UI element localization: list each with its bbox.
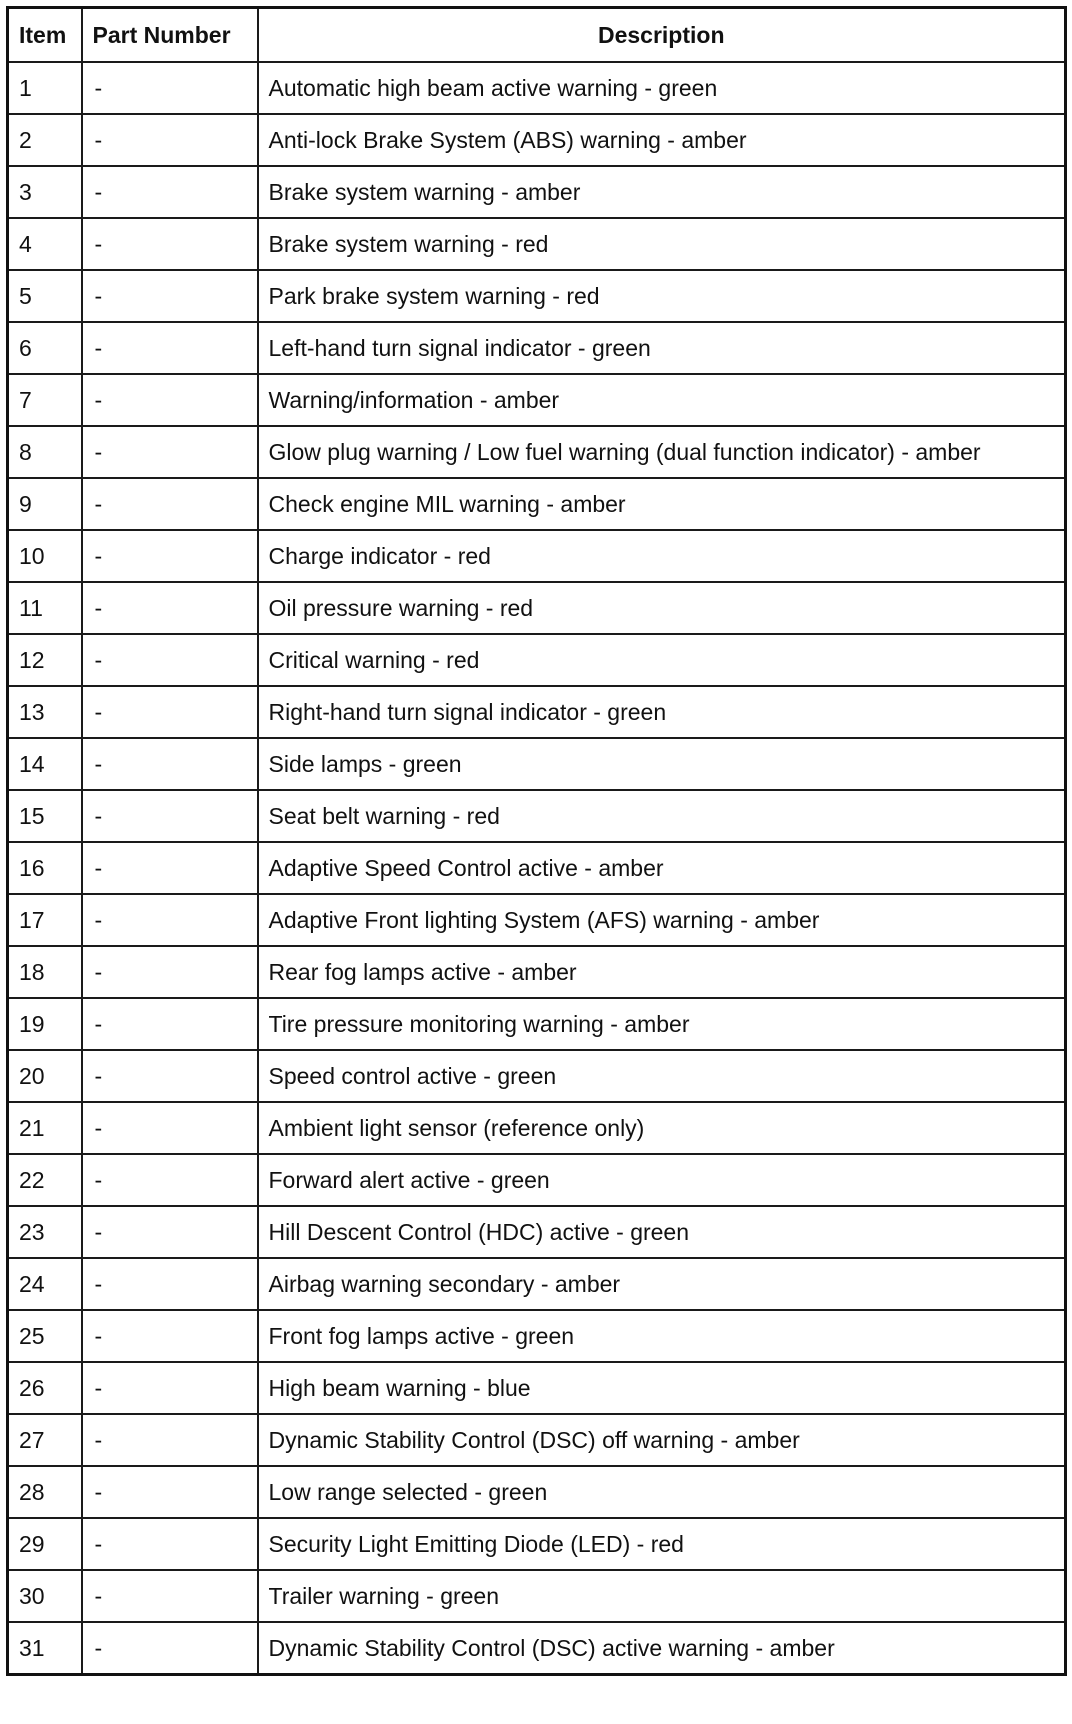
part-number-cell: - <box>82 634 258 686</box>
part-number-cell: - <box>82 998 258 1050</box>
table-row <box>8 1154 1066 1206</box>
table-row <box>8 478 1066 530</box>
part-number-cell: - <box>82 62 258 114</box>
description-cell: Forward alert active - green <box>258 1154 1066 1206</box>
part-number-cell: - <box>82 582 258 634</box>
description-cell: Warning/information - amber <box>258 374 1066 426</box>
description-cell: Seat belt warning - red <box>258 790 1066 842</box>
table-row <box>8 1466 1066 1518</box>
part-number-cell: - <box>82 1622 258 1675</box>
part-number-cell: - <box>82 322 258 374</box>
table-row <box>8 1206 1066 1258</box>
item-number-cell: 24 <box>8 1258 82 1310</box>
table-row <box>8 894 1066 946</box>
description-cell: Anti-lock Brake System (ABS) warning - amber <box>258 114 1066 166</box>
item-number-cell: 1 <box>8 62 82 114</box>
item-number-cell: 14 <box>8 738 82 790</box>
description-cell: Charge indicator - red <box>258 530 1066 582</box>
description-cell: Adaptive Speed Control active - amber <box>258 842 1066 894</box>
part-number-cell: - <box>82 374 258 426</box>
part-number-cell: - <box>82 166 258 218</box>
item-number-cell: 13 <box>8 686 82 738</box>
table-header-row <box>8 8 1066 63</box>
description-cell: Front fog lamps active - green <box>258 1310 1066 1362</box>
item-number-cell: 2 <box>8 114 82 166</box>
item-number-cell: 23 <box>8 1206 82 1258</box>
item-number-cell: 4 <box>8 218 82 270</box>
description-cell: Trailer warning - green <box>258 1570 1066 1622</box>
description-cell: Hill Descent Control (HDC) active - green <box>258 1206 1066 1258</box>
table-row <box>8 686 1066 738</box>
header-item: Item <box>8 8 82 63</box>
item-number-cell: 21 <box>8 1102 82 1154</box>
table-row <box>8 270 1066 322</box>
description-cell: Brake system warning - amber <box>258 166 1066 218</box>
part-number-cell: - <box>82 218 258 270</box>
table-row <box>8 218 1066 270</box>
part-number-cell: - <box>82 894 258 946</box>
part-number-cell: - <box>82 686 258 738</box>
part-number-cell: - <box>82 1154 258 1206</box>
part-number-cell: - <box>82 946 258 998</box>
item-number-cell: 19 <box>8 998 82 1050</box>
table-row <box>8 322 1066 374</box>
description-cell: Rear fog lamps active - amber <box>258 946 1066 998</box>
item-number-cell: 26 <box>8 1362 82 1414</box>
table-row <box>8 114 1066 166</box>
table-row <box>8 166 1066 218</box>
item-number-cell: 17 <box>8 894 82 946</box>
table-row <box>8 1570 1066 1622</box>
table-row <box>8 374 1066 426</box>
item-number-cell: 27 <box>8 1414 82 1466</box>
part-number-cell: - <box>82 1362 258 1414</box>
part-number-cell: - <box>82 738 258 790</box>
part-number-cell: - <box>82 1466 258 1518</box>
description-cell: Ambient light sensor (reference only) <box>258 1102 1066 1154</box>
part-number-cell: - <box>82 1258 258 1310</box>
description-cell: High beam warning - blue <box>258 1362 1066 1414</box>
description-cell: Right-hand turn signal indicator - green <box>258 686 1066 738</box>
description-cell: Tire pressure monitoring warning - amber <box>258 998 1066 1050</box>
table-row <box>8 1050 1066 1102</box>
table-row <box>8 1258 1066 1310</box>
table-row <box>8 530 1066 582</box>
description-cell: Glow plug warning / Low fuel warning (dual function indicator) - amber <box>258 426 1066 478</box>
part-number-cell: - <box>82 790 258 842</box>
table-row <box>8 582 1066 634</box>
item-number-cell: 15 <box>8 790 82 842</box>
description-cell: Side lamps - green <box>258 738 1066 790</box>
description-cell: Check engine MIL warning - amber <box>258 478 1066 530</box>
part-number-cell: - <box>82 478 258 530</box>
description-cell: Automatic high beam active warning - green <box>258 62 1066 114</box>
table-row <box>8 1414 1066 1466</box>
table-row <box>8 1518 1066 1570</box>
header-description: Description <box>258 8 1066 63</box>
item-number-cell: 31 <box>8 1622 82 1675</box>
description-cell: Dynamic Stability Control (DSC) off warning - amber <box>258 1414 1066 1466</box>
item-number-cell: 6 <box>8 322 82 374</box>
table-row <box>8 62 1066 114</box>
description-cell: Speed control active - green <box>258 1050 1066 1102</box>
table-row <box>8 1362 1066 1414</box>
table-row <box>8 1310 1066 1362</box>
part-number-cell: - <box>82 1206 258 1258</box>
item-number-cell: 18 <box>8 946 82 998</box>
item-number-cell: 20 <box>8 1050 82 1102</box>
item-number-cell: 5 <box>8 270 82 322</box>
description-cell: Oil pressure warning - red <box>258 582 1066 634</box>
item-number-cell: 10 <box>8 530 82 582</box>
description-cell: Critical warning - red <box>258 634 1066 686</box>
description-cell: Brake system warning - red <box>258 218 1066 270</box>
item-number-cell: 3 <box>8 166 82 218</box>
part-number-cell: - <box>82 1570 258 1622</box>
part-number-cell: - <box>82 1414 258 1466</box>
item-number-cell: 30 <box>8 1570 82 1622</box>
item-number-cell: 7 <box>8 374 82 426</box>
table-row <box>8 1622 1066 1675</box>
table-row <box>8 1102 1066 1154</box>
item-number-cell: 22 <box>8 1154 82 1206</box>
description-cell: Adaptive Front lighting System (AFS) warning - amber <box>258 894 1066 946</box>
description-cell: Security Light Emitting Diode (LED) - red <box>258 1518 1066 1570</box>
description-cell: Airbag warning secondary - amber <box>258 1258 1066 1310</box>
description-cell: Left-hand turn signal indicator - green <box>258 322 1066 374</box>
table-row <box>8 790 1066 842</box>
description-cell: Park brake system warning - red <box>258 270 1066 322</box>
part-number-cell: - <box>82 114 258 166</box>
table-row <box>8 634 1066 686</box>
parts-table-container <box>6 6 1064 1676</box>
table-row <box>8 426 1066 478</box>
table-row <box>8 946 1066 998</box>
part-number-cell: - <box>82 1050 258 1102</box>
item-number-cell: 16 <box>8 842 82 894</box>
item-number-cell: 8 <box>8 426 82 478</box>
part-number-cell: - <box>82 1518 258 1570</box>
parts-table <box>6 6 1067 1676</box>
item-number-cell: 25 <box>8 1310 82 1362</box>
table-body <box>8 62 1066 1675</box>
part-number-cell: - <box>82 1102 258 1154</box>
part-number-cell: - <box>82 426 258 478</box>
item-number-cell: 29 <box>8 1518 82 1570</box>
table-row <box>8 842 1066 894</box>
item-number-cell: 11 <box>8 582 82 634</box>
part-number-cell: - <box>82 270 258 322</box>
table-row <box>8 998 1066 1050</box>
header-part-number: Part Number <box>82 8 258 63</box>
part-number-cell: - <box>82 1310 258 1362</box>
part-number-cell: - <box>82 530 258 582</box>
description-cell: Low range selected - green <box>258 1466 1066 1518</box>
item-number-cell: 9 <box>8 478 82 530</box>
item-number-cell: 12 <box>8 634 82 686</box>
item-number-cell: 28 <box>8 1466 82 1518</box>
table-row <box>8 738 1066 790</box>
part-number-cell: - <box>82 842 258 894</box>
description-cell: Dynamic Stability Control (DSC) active warning - amber <box>258 1622 1066 1675</box>
